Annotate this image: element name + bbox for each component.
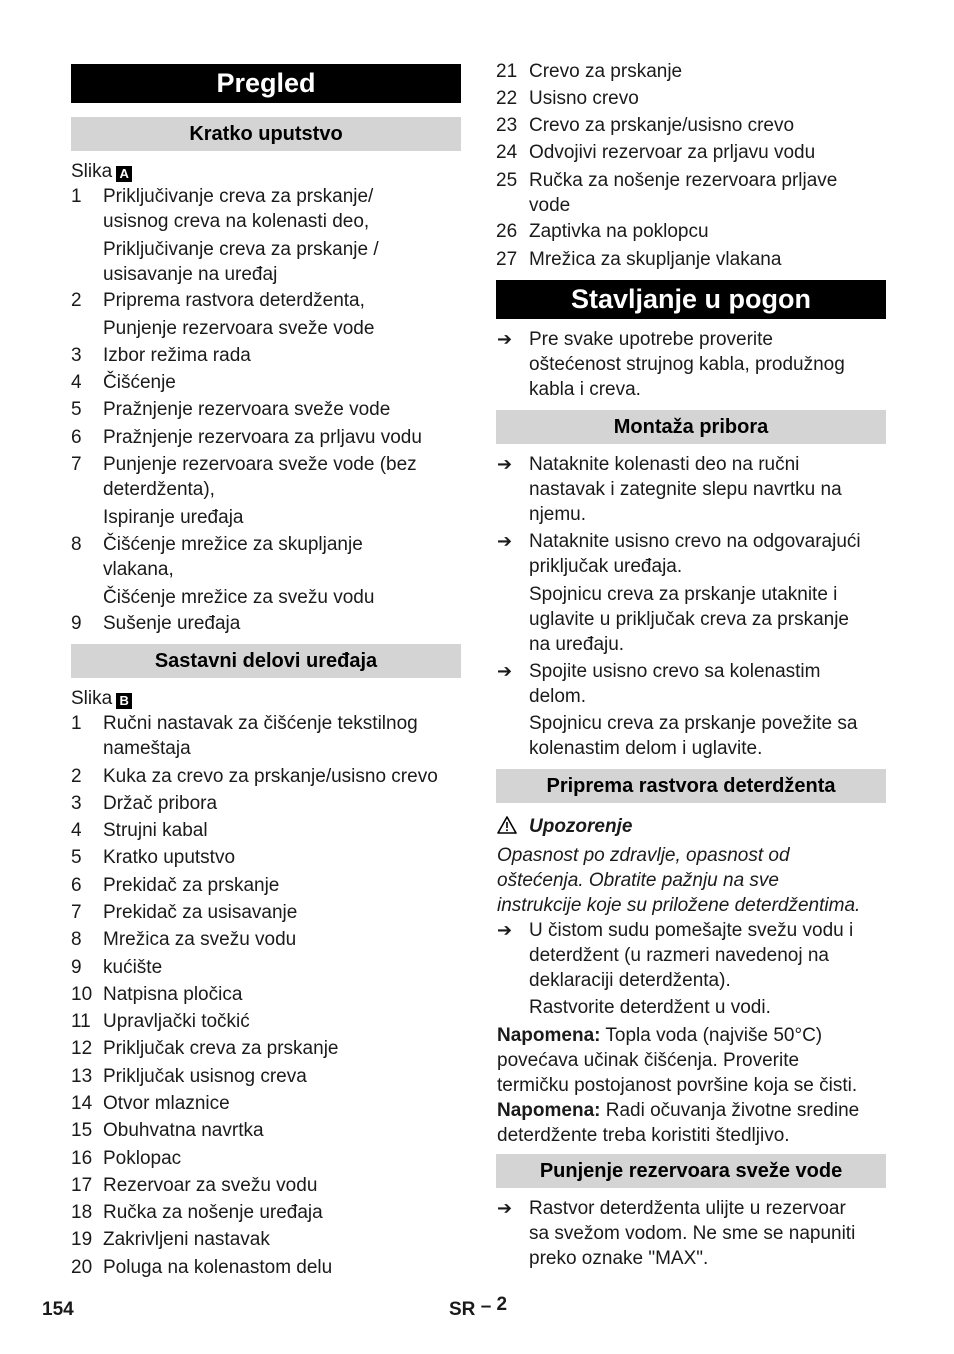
arrow-bullet-icon: ➔ — [497, 920, 513, 940]
list-item-text: Upravljački točkić — [103, 1011, 250, 1032]
list-item-text: Zakrivljeni nastavak — [103, 1229, 270, 1250]
page-title: Pregled — [71, 64, 461, 103]
list-item-number: 3 — [71, 793, 82, 814]
note-label: Napomena: — [497, 1025, 601, 1046]
figure-label-b — [71, 686, 132, 711]
list-item-number: 20 — [71, 1257, 93, 1278]
list-item-text: Držač pribora — [103, 793, 218, 814]
paragraph-line: Spojnicu creva za prskanje utaknite i — [529, 584, 838, 605]
list-item-text: Prekidač za usisavanje — [103, 902, 298, 923]
page-number: 154 — [42, 1299, 74, 1320]
list-item-text: Čišćenje — [103, 372, 176, 393]
arrow-bullet-icon: ➔ — [497, 661, 513, 681]
list-item-text: vlakana, — [103, 559, 174, 580]
list-item-text: Strujni kabal — [103, 820, 208, 841]
paragraph-line: Nataknite usisno crevo na odgovarajući — [529, 531, 861, 552]
arrow-bullet-icon: ➔ — [497, 1198, 513, 1218]
section-heading-montaza-pribora: Montaža pribora — [496, 410, 886, 444]
list-item-text: Natpisna pločica — [103, 984, 243, 1005]
footer-dash: – — [480, 1296, 492, 1317]
list-item-number: 6 — [71, 427, 82, 448]
note-paragraph-line — [497, 1098, 859, 1123]
paragraph-line: Rastvor deterdženta ulijte u rezervoar — [529, 1198, 846, 1219]
footer-lang-code: SR — [449, 1299, 476, 1320]
list-item-number: 3 — [71, 345, 82, 366]
list-item-number: 18 — [71, 1202, 93, 1223]
paragraph-line: njemu. — [529, 504, 587, 525]
paragraph-line: oštećenost strujnog kabla, produžnog — [529, 354, 845, 375]
list-item-number: 1 — [71, 186, 82, 207]
list-item-number: 12 — [71, 1038, 93, 1059]
footer-lang — [449, 1294, 508, 1322]
section-heading-punjenje-rezervoara: Punjenje rezervoara sveže vode — [496, 1154, 886, 1188]
list-item-number: 22 — [496, 88, 518, 109]
paragraph-line: oštećenja. Obratite pažnju na sve — [497, 870, 780, 891]
list-item-text: Crevo za prskanje — [529, 61, 683, 82]
list-item-text: Priključak creva za prskanje — [103, 1038, 339, 1059]
list-item-number: 17 — [71, 1175, 93, 1196]
paragraph-line: Pre svake upotrebe proverite — [529, 329, 773, 350]
figure-label-a — [71, 159, 132, 184]
warning-title: Upozorenje — [529, 816, 633, 837]
list-item-text: nameštaja — [103, 738, 191, 759]
section-heading-kratko-uputstvo: Kratko uputstvo — [71, 117, 461, 151]
paragraph-line: Opasnost po zdravlje, opasnost od — [497, 845, 790, 866]
list-item-text: Izbor režima rada — [103, 345, 251, 366]
paragraph-line: delom. — [529, 686, 587, 707]
list-item-number: 5 — [71, 847, 82, 868]
list-item-text: Odvojivi rezervoar za prljavu vodu — [529, 142, 816, 163]
paragraph-line: U čistom sudu pomešajte svežu vodu i — [529, 920, 854, 941]
list-item-number: 8 — [71, 534, 82, 555]
list-item-text: Poluga na kolenastom delu — [103, 1257, 333, 1278]
list-item-text: Ručka za nošenje uređaja — [103, 1202, 323, 1223]
list-item-number: 6 — [71, 875, 82, 896]
list-item-number: 13 — [71, 1066, 93, 1087]
figure-label-text: Slika — [71, 161, 113, 182]
arrow-bullet-icon: ➔ — [497, 329, 513, 349]
paragraph-line: uglavite u priključak creva za prskanje — [529, 609, 849, 630]
paragraph-line: Rastvorite deterdžent u vodi. — [529, 997, 771, 1018]
list-item-number: 4 — [71, 372, 82, 393]
list-item-number: 9 — [71, 613, 82, 634]
list-item-number: 15 — [71, 1120, 93, 1141]
note-paragraph-line: povećava učinak čišćenja. Proverite — [497, 1050, 800, 1071]
paragraph-line: Spojnicu creva za prskanje povežite sa — [529, 713, 858, 734]
list-item-text: Obuhvatna navrtka — [103, 1120, 264, 1141]
list-item-text: Priprema rastvora deterdženta, — [103, 290, 365, 311]
list-item-number: 1 — [71, 713, 82, 734]
arrow-bullet-icon: ➔ — [497, 454, 513, 474]
list-item-number: 27 — [496, 249, 518, 270]
list-item-text: kućište — [103, 957, 163, 978]
list-item-number: 7 — [71, 454, 82, 475]
list-item-number: 4 — [71, 820, 82, 841]
list-item-text: Priključivanje creva za prskanje/ — [103, 186, 374, 207]
list-item-text: Otvor mlaznice — [103, 1093, 230, 1114]
list-item-text: Rezervoar za svežu vodu — [103, 1175, 318, 1196]
footer-sub-page: 2 — [496, 1294, 508, 1315]
section-heading-priprema-rastvora: Priprema rastvora deterdženta — [496, 769, 886, 803]
list-item-number: 21 — [496, 61, 518, 82]
list-item-text: Crevo za prskanje/usisno crevo — [529, 115, 795, 136]
list-item-text: Punjenje rezervoara sveže vode — [103, 318, 375, 339]
list-item-text: Prekidač za prskanje — [103, 875, 280, 896]
paragraph-line: kolenastim delom i uglavite. — [529, 738, 763, 759]
list-item-text: Mrežica za svežu vodu — [103, 929, 297, 950]
list-item-number: 26 — [496, 221, 518, 242]
list-item-text: Ručka za nošenje rezervoara prljave — [529, 170, 838, 191]
list-item-number: 9 — [71, 957, 82, 978]
note-text: Topla voda (najviše 50°C) — [600, 1025, 823, 1046]
list-item-text: Poklopac — [103, 1148, 182, 1169]
paragraph-line: priključak uređaja. — [529, 556, 683, 577]
list-item-number: 5 — [71, 399, 82, 420]
list-item-number: 16 — [71, 1148, 93, 1169]
figure-letter-a: A — [116, 166, 132, 182]
list-item-number: 11 — [71, 1011, 91, 1032]
note-text: Radi očuvanja životne sredine — [600, 1100, 860, 1121]
note-paragraph-line: deterdžente treba koristiti štedljivo. — [497, 1125, 790, 1146]
list-item-text: Sušenje uređaja — [103, 613, 241, 634]
paragraph-line: sa svežom vodom. Ne sme se napuniti — [529, 1223, 856, 1244]
list-item-number: 10 — [71, 984, 93, 1005]
paragraph-line: nastavak i zategnite slepu navrtku na — [529, 479, 842, 500]
list-item-text: Priključivanje creva za prskanje / — [103, 239, 379, 260]
note-paragraph-line — [497, 1023, 822, 1048]
figure-label-text: Slika — [71, 688, 113, 709]
paragraph-line: instrukcije koje su priložene deterdžentima. — [497, 895, 861, 916]
list-item-text: Čišćenje mrežice za skupljanje — [103, 534, 363, 555]
section-title-stavljanje-u-pogon: Stavljanje u pogon — [496, 280, 886, 319]
list-item-number: 2 — [71, 290, 82, 311]
list-item-text: Kuka za crevo za prskanje/usisno crevo — [103, 766, 438, 787]
list-item-text: deterdženta), — [103, 479, 215, 500]
paragraph-line: preko oznake "MAX". — [529, 1248, 709, 1269]
list-item-number: 7 — [71, 902, 82, 923]
list-item-number: 24 — [496, 142, 518, 163]
list-item-text: Punjenje rezervoara sveže vode (bez — [103, 454, 417, 475]
figure-letter-b: B — [116, 693, 132, 709]
list-item-text: Zaptivka na poklopcu — [529, 221, 709, 242]
paragraph-line: kabla i creva. — [529, 379, 641, 400]
list-item-text: Pražnjenje rezervoara sveže vode — [103, 399, 391, 420]
list-item-text: Priključak usisnog creva — [103, 1066, 307, 1087]
paragraph-line: Spojite usisno crevo sa kolenastim — [529, 661, 821, 682]
list-item-text: usisavanje na uređaj — [103, 264, 278, 285]
list-item-text: Čišćenje mrežice za svežu vodu — [103, 587, 375, 608]
list-item-text: Kratko uputstvo — [103, 847, 236, 868]
paragraph-line: deterdžent (u razmeri navedenoj na — [529, 945, 829, 966]
list-item-text: Ispiranje uređaja — [103, 507, 244, 528]
list-item-text: Mrežica za skupljanje vlakana — [529, 249, 782, 270]
list-item-number: 23 — [496, 115, 518, 136]
paragraph-line: deklaraciji deterdženta). — [529, 970, 731, 991]
list-item-number: 25 — [496, 170, 518, 191]
list-item-text: Pražnjenje rezervoara za prljavu vodu — [103, 427, 422, 448]
list-item-number: 2 — [71, 766, 82, 787]
warning-triangle-icon — [497, 816, 517, 834]
list-item-text: usisnog creva na kolenasti deo, — [103, 211, 370, 232]
note-paragraph-line: termičku postojanost površine koja se čisti. — [497, 1075, 858, 1096]
list-item-number: 8 — [71, 929, 82, 950]
paragraph-line: Nataknite kolenasti deo na ručni — [529, 454, 800, 475]
list-item-text: Ručni nastavak za čišćenje tekstilnog — [103, 713, 418, 734]
list-item-number: 19 — [71, 1229, 93, 1250]
list-item-text: Usisno crevo — [529, 88, 639, 109]
list-item-number: 14 — [71, 1093, 93, 1114]
list-item-text: vode — [529, 195, 571, 216]
note-label: Napomena: — [497, 1100, 601, 1121]
section-heading-sastavni-delovi: Sastavni delovi uređaja — [71, 644, 461, 678]
arrow-bullet-icon: ➔ — [497, 531, 513, 551]
paragraph-line: na uređaju. — [529, 634, 625, 655]
